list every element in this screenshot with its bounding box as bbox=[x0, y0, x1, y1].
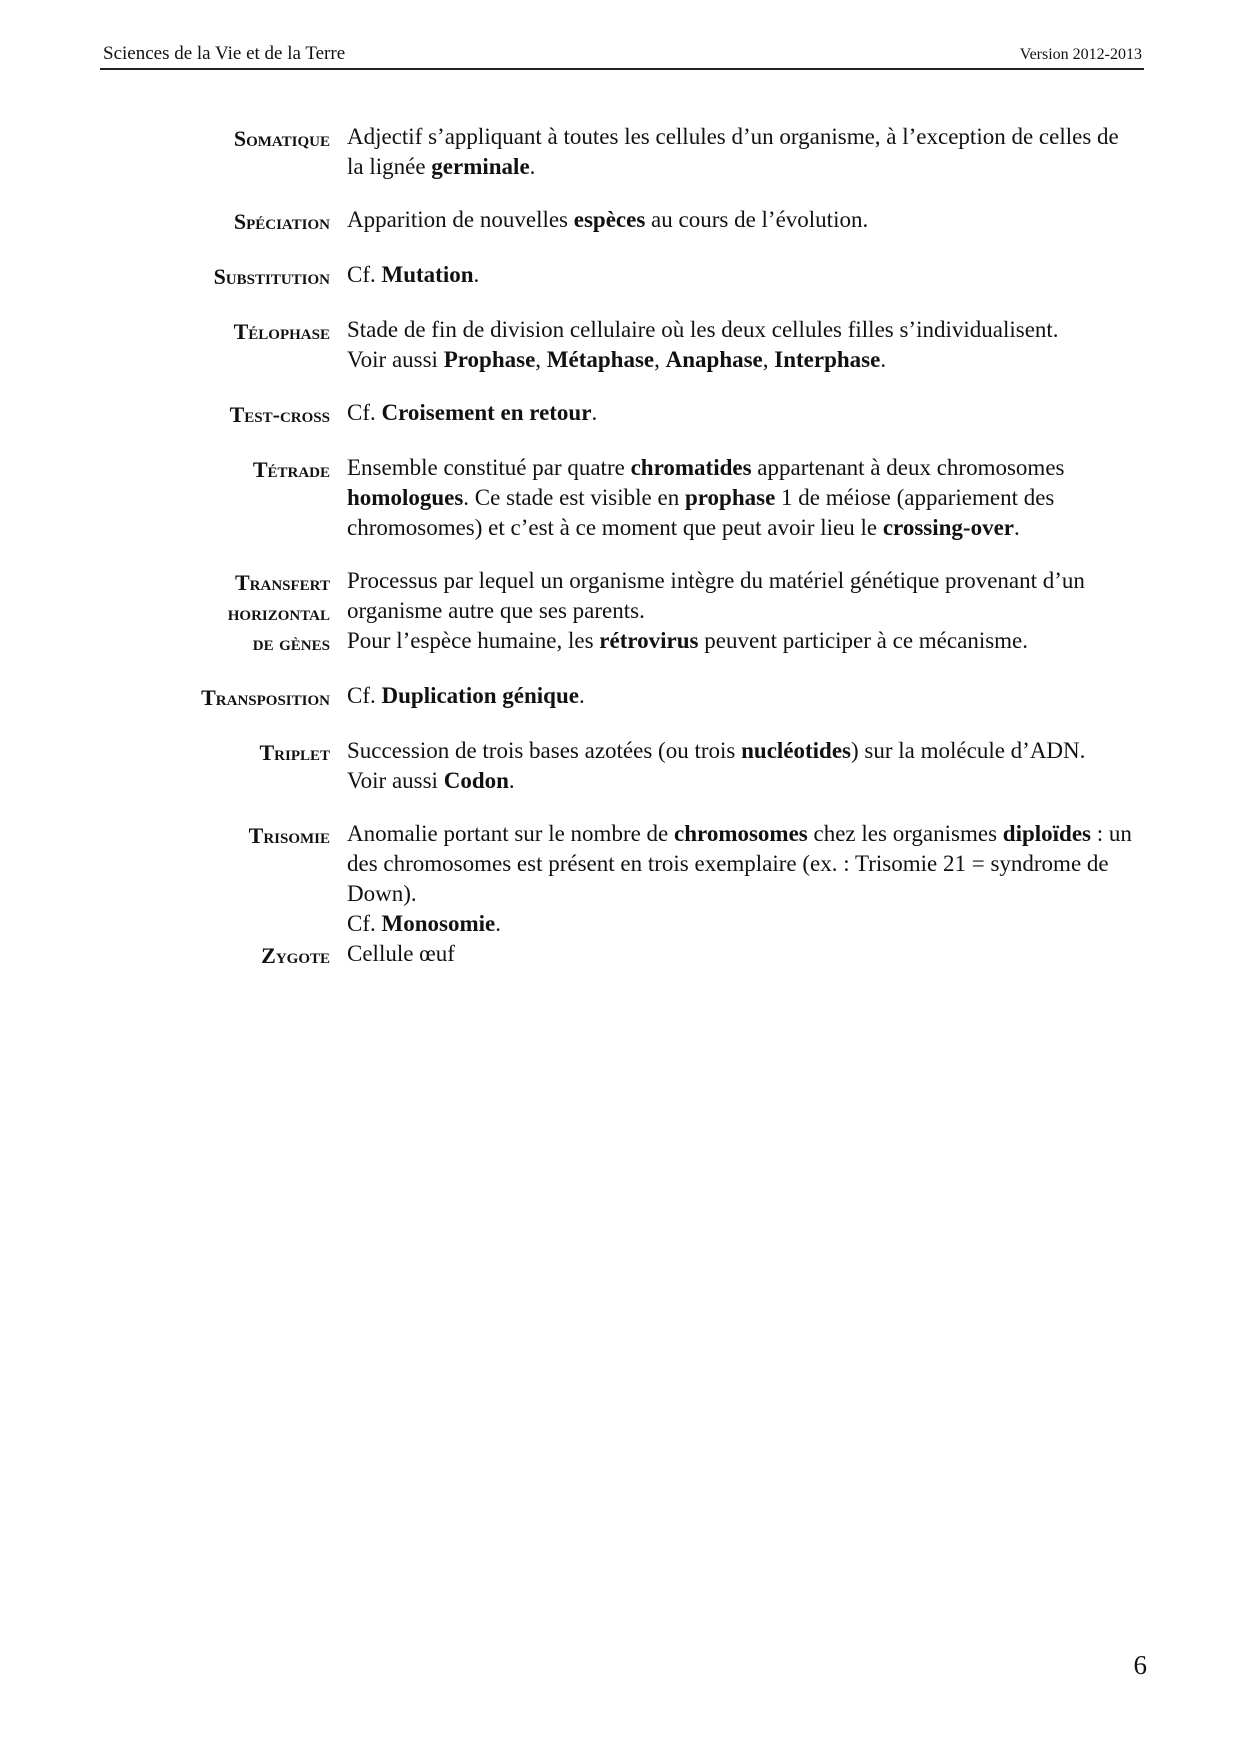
definition-text: . bbox=[591, 400, 598, 425]
glossary-definition bbox=[347, 260, 1137, 292]
definition-text: Anomalie portant sur le nombre de bbox=[347, 821, 675, 846]
definition-text: Cellule œuf bbox=[347, 941, 455, 966]
definition-paragraph bbox=[347, 939, 1137, 969]
glossary-definition bbox=[347, 939, 1137, 971]
glossary-term bbox=[0, 122, 330, 182]
glossary-entry bbox=[0, 939, 1240, 971]
definition-text: Succession de trois bases azotées (ou trois bbox=[347, 738, 742, 763]
definition-text: . bbox=[880, 347, 887, 372]
definition-keyword: Anaphase bbox=[665, 347, 763, 372]
glossary-definition bbox=[347, 681, 1137, 713]
definition-text: . bbox=[473, 262, 480, 287]
glossary-definition bbox=[347, 819, 1137, 939]
definition-text: : un des chromosomes est présent en trois exemplaire (ex. : Trisomie 21 = syndrome de Down). bbox=[347, 821, 1132, 906]
glossary-term bbox=[0, 939, 330, 971]
definition-text: . bbox=[529, 154, 536, 179]
glossary-definition bbox=[347, 122, 1137, 182]
definition-keyword: nucléotides bbox=[741, 738, 851, 763]
page-header bbox=[100, 40, 1144, 70]
definition-keyword: Codon bbox=[443, 768, 509, 793]
definition-paragraph bbox=[347, 453, 1137, 543]
page-number: 6 bbox=[1133, 1650, 1147, 1680]
definition-keyword: Prophase bbox=[443, 347, 536, 372]
definition-text: , bbox=[654, 347, 666, 372]
glossary-entry bbox=[0, 260, 1240, 292]
definition-text: 1 de méiose (appariement des chromosomes) et c’est à ce moment que peut avoir lieu le bbox=[347, 485, 1055, 540]
glossary-entry bbox=[0, 681, 1240, 713]
definition-keyword: crossing-over bbox=[882, 515, 1015, 540]
glossary-term-line: Trisomie bbox=[248, 823, 330, 848]
glossary-definition bbox=[347, 398, 1137, 430]
definition-text: Cf. bbox=[347, 911, 382, 936]
definition-keyword: Monosomie bbox=[381, 911, 496, 936]
glossary-definition bbox=[347, 315, 1137, 375]
definition-text: Cf. bbox=[347, 400, 382, 425]
glossary-term-line: Triplet bbox=[259, 740, 330, 765]
definition-text: chez les organismes bbox=[807, 821, 1003, 846]
definition-text: Voir aussi bbox=[347, 347, 444, 372]
definition-paragraph bbox=[347, 122, 1137, 182]
glossary-term bbox=[0, 205, 330, 237]
definition-keyword: Métaphase bbox=[546, 347, 655, 372]
definition-keyword: Mutation bbox=[381, 262, 474, 287]
glossary-term bbox=[0, 566, 330, 658]
glossary-entry bbox=[0, 453, 1240, 543]
document-title: Sciences de la Vie et de la Terre bbox=[103, 43, 346, 64]
definition-text: au cours de l’évolution. bbox=[645, 207, 869, 232]
glossary-list bbox=[0, 122, 1240, 971]
definition-text: Cf. bbox=[347, 683, 382, 708]
document-version: Version 2012-2013 bbox=[1019, 46, 1142, 63]
glossary-definition bbox=[347, 736, 1137, 796]
glossary-term-line: de gènes bbox=[252, 630, 330, 655]
definition-keyword: chromosomes bbox=[674, 821, 808, 846]
glossary-term bbox=[0, 453, 330, 543]
glossary-term-line: Tétrade bbox=[252, 457, 330, 482]
glossary-term-line: Substitution bbox=[213, 264, 330, 289]
glossary-term-line: Transposition bbox=[201, 685, 330, 710]
definition-keyword: Croisement en retour bbox=[381, 400, 592, 425]
definition-paragraph bbox=[347, 566, 1137, 626]
definition-keyword: diploïdes bbox=[1002, 821, 1092, 846]
glossary-term-line: horizontal bbox=[227, 600, 330, 625]
definition-text: . bbox=[578, 683, 585, 708]
definition-text: ) sur la molécule d’ADN. bbox=[851, 738, 1086, 763]
glossary-term-line: Transfert bbox=[235, 570, 330, 595]
glossary-entry bbox=[0, 566, 1240, 658]
glossary-entry bbox=[0, 122, 1240, 182]
definition-paragraph bbox=[347, 766, 1137, 796]
glossary-entry bbox=[0, 398, 1240, 430]
glossary-term bbox=[0, 736, 330, 796]
glossary-entry bbox=[0, 205, 1240, 237]
glossary-term bbox=[0, 398, 330, 430]
definition-keyword: germinale bbox=[431, 154, 530, 179]
glossary-term-line: Test-cross bbox=[229, 402, 330, 427]
definition-text: . bbox=[508, 768, 515, 793]
glossary-term-line: Spéciation bbox=[233, 209, 330, 234]
definition-keyword: Duplication génique bbox=[381, 683, 579, 708]
definition-text: . bbox=[1014, 515, 1020, 540]
definition-keyword: homologues bbox=[347, 485, 464, 510]
definition-paragraph bbox=[347, 909, 1137, 939]
glossary-term bbox=[0, 819, 330, 939]
definition-paragraph bbox=[347, 205, 1137, 235]
glossary-term bbox=[0, 260, 330, 292]
definition-keyword: espèces bbox=[573, 207, 646, 232]
definition-paragraph bbox=[347, 260, 1137, 290]
definition-text: Processus par lequel un organisme intègre du matériel génétique provenant d’un organisme autre que ses parents. bbox=[347, 568, 1085, 623]
definition-text: Voir aussi bbox=[347, 768, 444, 793]
definition-text: Pour l’espèce humaine, les bbox=[347, 628, 600, 653]
definition-paragraph bbox=[347, 345, 1137, 375]
definition-paragraph bbox=[347, 819, 1137, 909]
definition-text: Ensemble constitué par quatre bbox=[347, 455, 631, 480]
definition-text: . bbox=[495, 911, 501, 936]
definition-keyword: rétrovirus bbox=[599, 628, 699, 653]
glossary-term bbox=[0, 681, 330, 713]
definition-text: Cf. bbox=[347, 262, 382, 287]
glossary-entry bbox=[0, 315, 1240, 375]
glossary-term bbox=[0, 315, 330, 375]
definition-keyword: prophase bbox=[684, 485, 776, 510]
definition-text: peuvent participer à ce mécanisme. bbox=[698, 628, 1029, 653]
definition-text: Apparition de nouvelles bbox=[347, 207, 574, 232]
definition-text: , bbox=[762, 347, 775, 372]
definition-keyword: chromatides bbox=[630, 455, 752, 480]
glossary-term-line: Somatique bbox=[233, 126, 330, 151]
definition-text: Adjectif s’appliquant à toutes les cellules d’un organisme, à l’exception de celles de la lignée bbox=[347, 124, 1119, 179]
glossary-term-line: Zygote bbox=[261, 943, 330, 968]
glossary-definition bbox=[347, 453, 1137, 543]
definition-paragraph bbox=[347, 398, 1137, 428]
definition-text: appartenant à deux chromosomes bbox=[751, 455, 1065, 480]
glossary-definition bbox=[347, 566, 1137, 658]
glossary-entry bbox=[0, 819, 1240, 939]
definition-text: Stade de fin de division cellulaire où les deux cellules filles s’individualisent. bbox=[347, 317, 1059, 342]
definition-paragraph bbox=[347, 315, 1137, 345]
glossary-entry bbox=[0, 736, 1240, 796]
definition-paragraph bbox=[347, 736, 1137, 766]
definition-paragraph bbox=[347, 681, 1137, 711]
definition-text: , bbox=[535, 347, 547, 372]
glossary-definition bbox=[347, 205, 1137, 237]
definition-paragraph bbox=[347, 626, 1137, 656]
glossary-term-line: Télophase bbox=[233, 319, 330, 344]
definition-text: . Ce stade est visible en bbox=[463, 485, 685, 510]
definition-keyword: Interphase bbox=[774, 347, 881, 372]
